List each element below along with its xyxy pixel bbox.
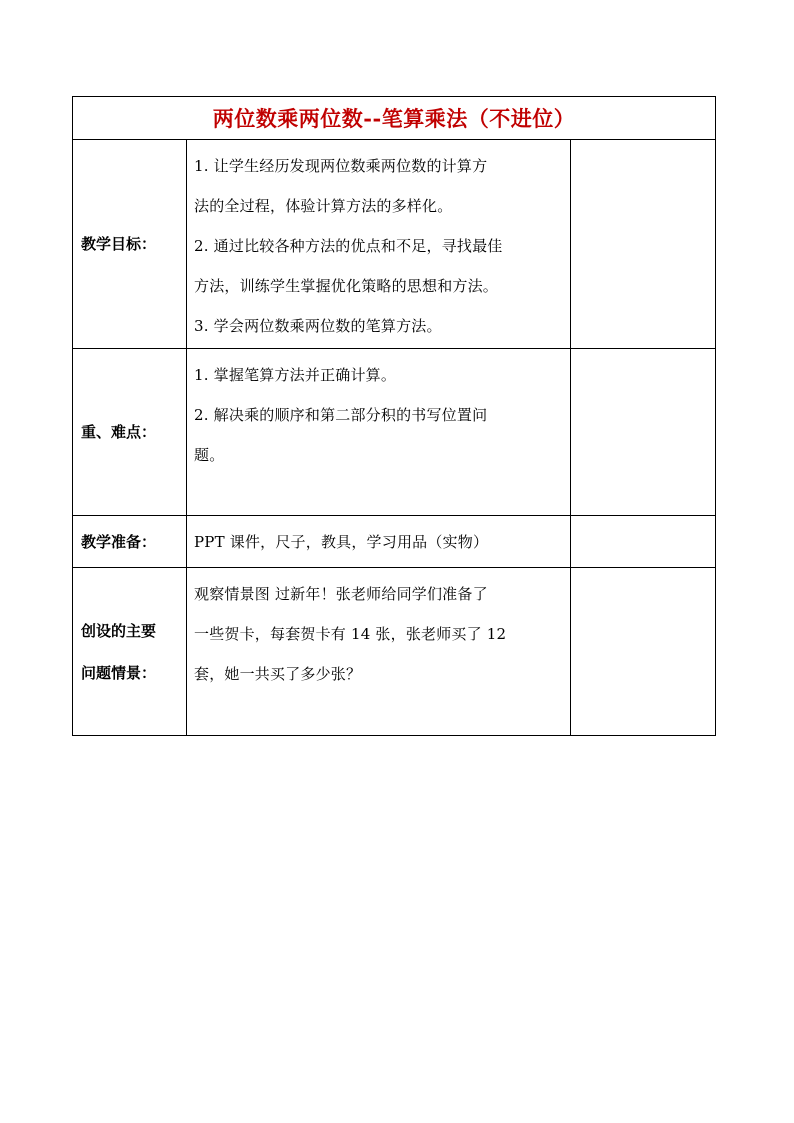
- label-preparation: 教学准备：: [73, 516, 187, 568]
- content-line: 方法，训练学生掌握优化策略的思想和方法。: [194, 277, 499, 295]
- content-line: 1. 让学生经历发现两位数乘两位数的计算方: [194, 157, 488, 175]
- content-line: 套，她一共买了多少张？: [194, 665, 362, 683]
- label-line: 问题情景：: [81, 663, 157, 682]
- content-line: 1. 掌握笔算方法并正确计算。: [194, 366, 397, 384]
- table-row-key-points: [73, 349, 716, 516]
- table-row-teaching-goals: [73, 140, 716, 349]
- content-line: 2. 解决乘的顺序和第二部分积的书写位置问: [194, 406, 488, 424]
- table-row-problem-scenario: [73, 568, 716, 736]
- title-row: [73, 97, 716, 140]
- content-line: 3. 学会两位数乘两位数的笔算方法。: [194, 317, 442, 335]
- content-preparation: [187, 516, 571, 568]
- content-teaching-goals: [187, 140, 571, 349]
- content-line: 题。: [194, 446, 225, 464]
- blank-cell: [571, 140, 716, 349]
- label-key-points: 重、难点：: [73, 349, 187, 516]
- lesson-title: 两位数乘两位数--笔算乘法（不进位）: [73, 97, 716, 140]
- content-line: PPT 课件，尺子，教具，学习用品（实物）: [194, 532, 489, 551]
- label-line: 创设的主要: [81, 621, 157, 640]
- content-key-points: [187, 349, 571, 516]
- table-row-preparation: [73, 516, 716, 568]
- label-teaching-goals: 教学目标：: [73, 140, 187, 349]
- content-line: 观察情景图 过新年！张老师给同学们准备了: [194, 585, 488, 603]
- lesson-plan-table: [72, 96, 716, 736]
- content-problem-scenario: [187, 568, 571, 736]
- label-problem-scenario: [73, 568, 187, 736]
- blank-cell: [571, 349, 716, 516]
- content-line: 2. 通过比较各种方法的优点和不足，寻找最佳: [194, 237, 503, 255]
- blank-cell: [571, 568, 716, 736]
- blank-cell: [571, 516, 716, 568]
- content-line: 一些贺卡，每套贺卡有 14 张，张老师买了 12: [194, 625, 507, 643]
- content-line: 法的全过程，体验计算方法的多样化。: [194, 197, 453, 215]
